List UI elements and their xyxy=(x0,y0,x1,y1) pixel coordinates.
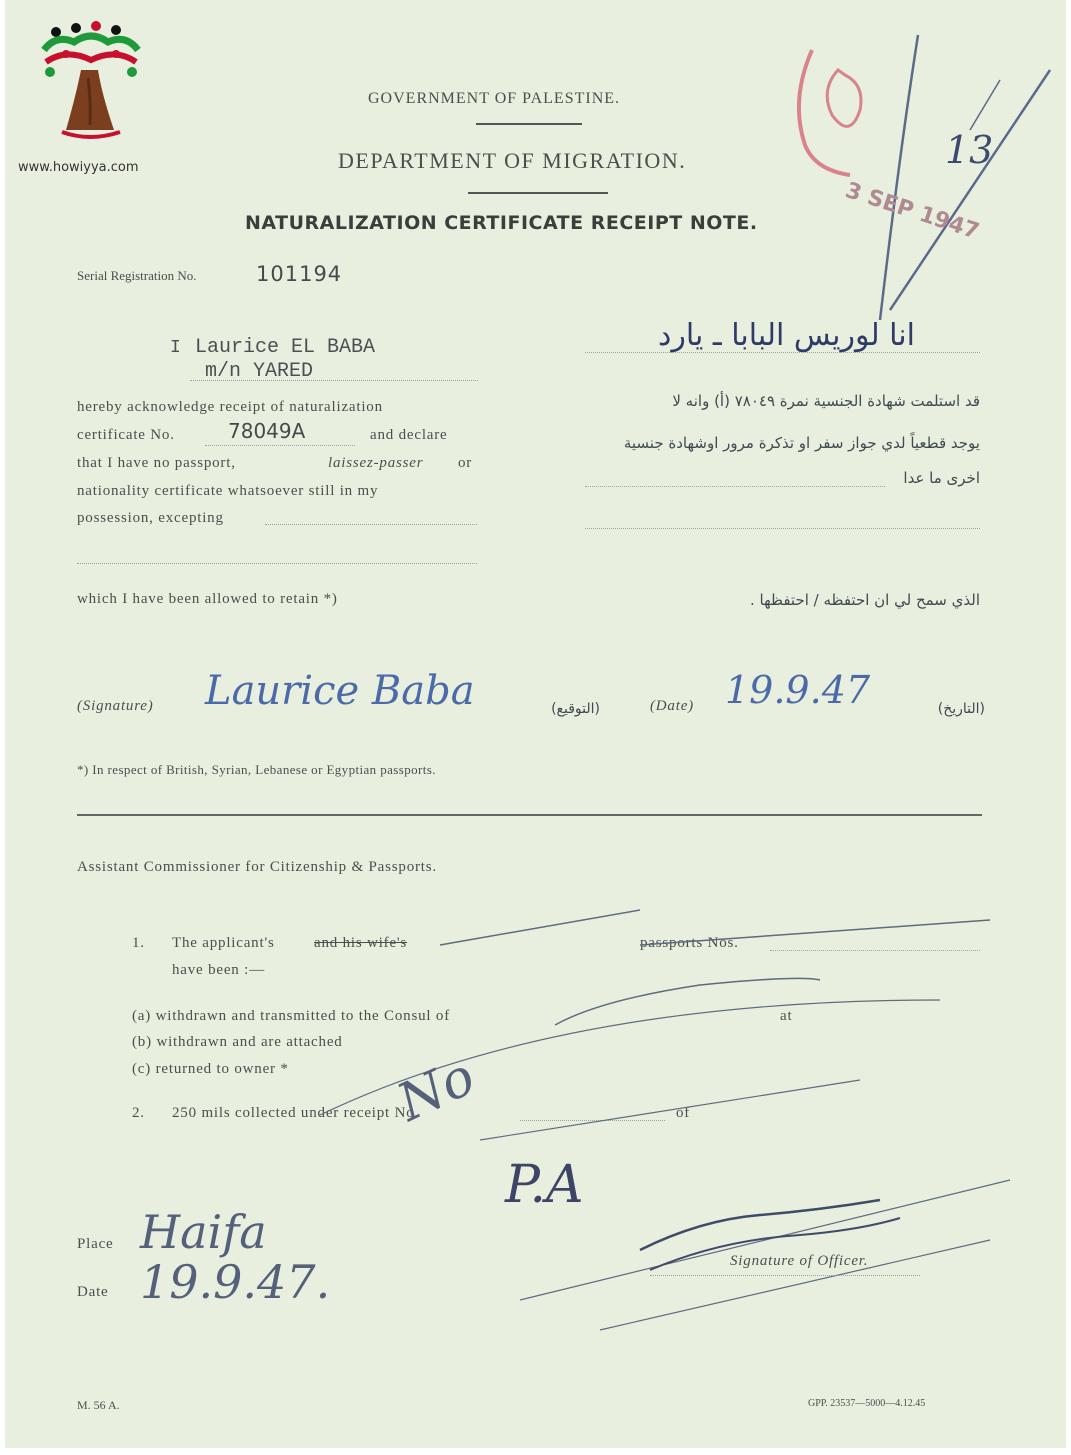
item-a-at: at xyxy=(780,1008,793,1024)
certificate-number: 78049A xyxy=(228,419,306,443)
name-dotted-line xyxy=(190,380,478,381)
body-line-1: hereby acknowledge receipt of naturalization xyxy=(77,399,383,415)
place-label: Place xyxy=(77,1236,114,1252)
item-1-number: 1. xyxy=(132,935,145,951)
item-1-text: The applicant's xyxy=(172,935,275,951)
declarant-name: Laurice EL BABA xyxy=(195,336,376,359)
arabic-name-dotted-line xyxy=(585,352,980,353)
stamp-folio-number: 13 xyxy=(945,128,994,172)
body-line-2b: and declare xyxy=(370,427,448,443)
section-divider xyxy=(77,814,982,816)
body-laissez-passer: laissez-passer xyxy=(328,455,424,471)
body-line-2a: certificate No. xyxy=(77,427,175,443)
item-2-text: 250 mils collected under receipt No. xyxy=(172,1105,420,1121)
body-line-5: possession, excepting xyxy=(77,510,224,526)
website-url: www.howiyya.com xyxy=(18,160,139,175)
declarant-prefix: I xyxy=(170,338,181,358)
form-number: M. 56 A. xyxy=(77,1398,120,1412)
body-line-3-end: or xyxy=(458,455,473,471)
place-date-value: 19.9.47. xyxy=(140,1255,331,1309)
applicant-signature: Laurice Baba xyxy=(205,668,475,714)
item-2-number: 2. xyxy=(132,1105,145,1121)
certificate-dotted-line xyxy=(205,445,355,446)
passport-footnote: *) In respect of British, Syrian, Lebanese or Egyptian passports. xyxy=(77,762,436,777)
signature-date: 19.9.47 xyxy=(725,668,871,712)
family-tree-logo-icon xyxy=(36,20,146,155)
item-b: (b) withdrawn and are attached xyxy=(132,1034,343,1050)
passport-nos-dotted-line xyxy=(770,950,980,951)
excepting-dotted-line xyxy=(265,524,477,525)
excepting-dotted-line-2 xyxy=(77,563,477,564)
signature-label: (Signature) xyxy=(77,698,154,714)
body-line-3: that I have no passport, xyxy=(77,455,236,471)
signature-label-arabic: (التوقيع) xyxy=(551,701,600,717)
date-label: (Date) xyxy=(650,698,694,714)
item-1-line-2: have been :— xyxy=(172,962,265,978)
serial-number: 101194 xyxy=(256,262,343,286)
arabic-line-3: اخرى ما عدا xyxy=(903,469,980,487)
place-date-label: Date xyxy=(77,1284,109,1300)
arabic-retain: الذي سمح لي ان احتفظه / احتفظها . xyxy=(750,591,980,609)
item-1-passports: passports Nos. xyxy=(640,935,739,951)
retain-text: which I have been allowed to retain *) xyxy=(77,591,338,607)
arabic-line-2: يوجد قطعياً لدي جواز سفر او تذكرة مرور اوشهادة جنسية xyxy=(623,434,980,452)
printer-code: GPP. 23537—5000—4.12.45 xyxy=(808,1398,926,1409)
header-rule-1 xyxy=(476,123,582,125)
item-c: (c) returned to owner * xyxy=(132,1061,289,1077)
arabic-line-1: قد استلمت شهادة الجنسية نمرة ٧٨٠٤٩ (أ) وانه لا xyxy=(672,392,980,410)
place-value: Haifa xyxy=(140,1205,267,1259)
item-1-struck-text: and his wife's xyxy=(314,935,408,951)
officer-signature-label: Signature of Officer. xyxy=(730,1253,869,1269)
body-line-4: nationality certificate whatsoever still in my xyxy=(77,483,379,499)
declarant-maiden-name: m/n YARED xyxy=(205,360,314,383)
department-heading: DEPARTMENT OF MIGRATION. xyxy=(338,148,687,173)
arabic-except-dotted-line xyxy=(585,486,885,487)
office-heading: Assistant Commissioner for Citizenship & Passports. xyxy=(77,859,437,875)
serial-label: Serial Registration No. xyxy=(77,268,197,283)
officer-signature-line xyxy=(650,1275,920,1276)
arabic-except-dotted-line-2 xyxy=(585,528,980,529)
item-a: (a) withdrawn and transmitted to the Consul of xyxy=(132,1008,450,1024)
document-title: NATURALIZATION CERTIFICATE RECEIPT NOTE. xyxy=(245,212,758,234)
date-label-arabic: (التاريخ) xyxy=(937,701,985,717)
handwritten-pa: P.A xyxy=(505,1155,584,1215)
arabic-name-line: انا لوريس البابا ـ يارد xyxy=(658,318,915,353)
handwritten-no: No xyxy=(388,1046,484,1134)
item-2-of: of xyxy=(676,1105,691,1121)
header-rule-2 xyxy=(468,192,608,194)
government-heading: GOVERNMENT OF PALESTINE. xyxy=(368,90,621,107)
received-date-stamp: 3 SEP 1947 xyxy=(842,178,983,245)
receipt-dotted-line xyxy=(520,1120,665,1121)
